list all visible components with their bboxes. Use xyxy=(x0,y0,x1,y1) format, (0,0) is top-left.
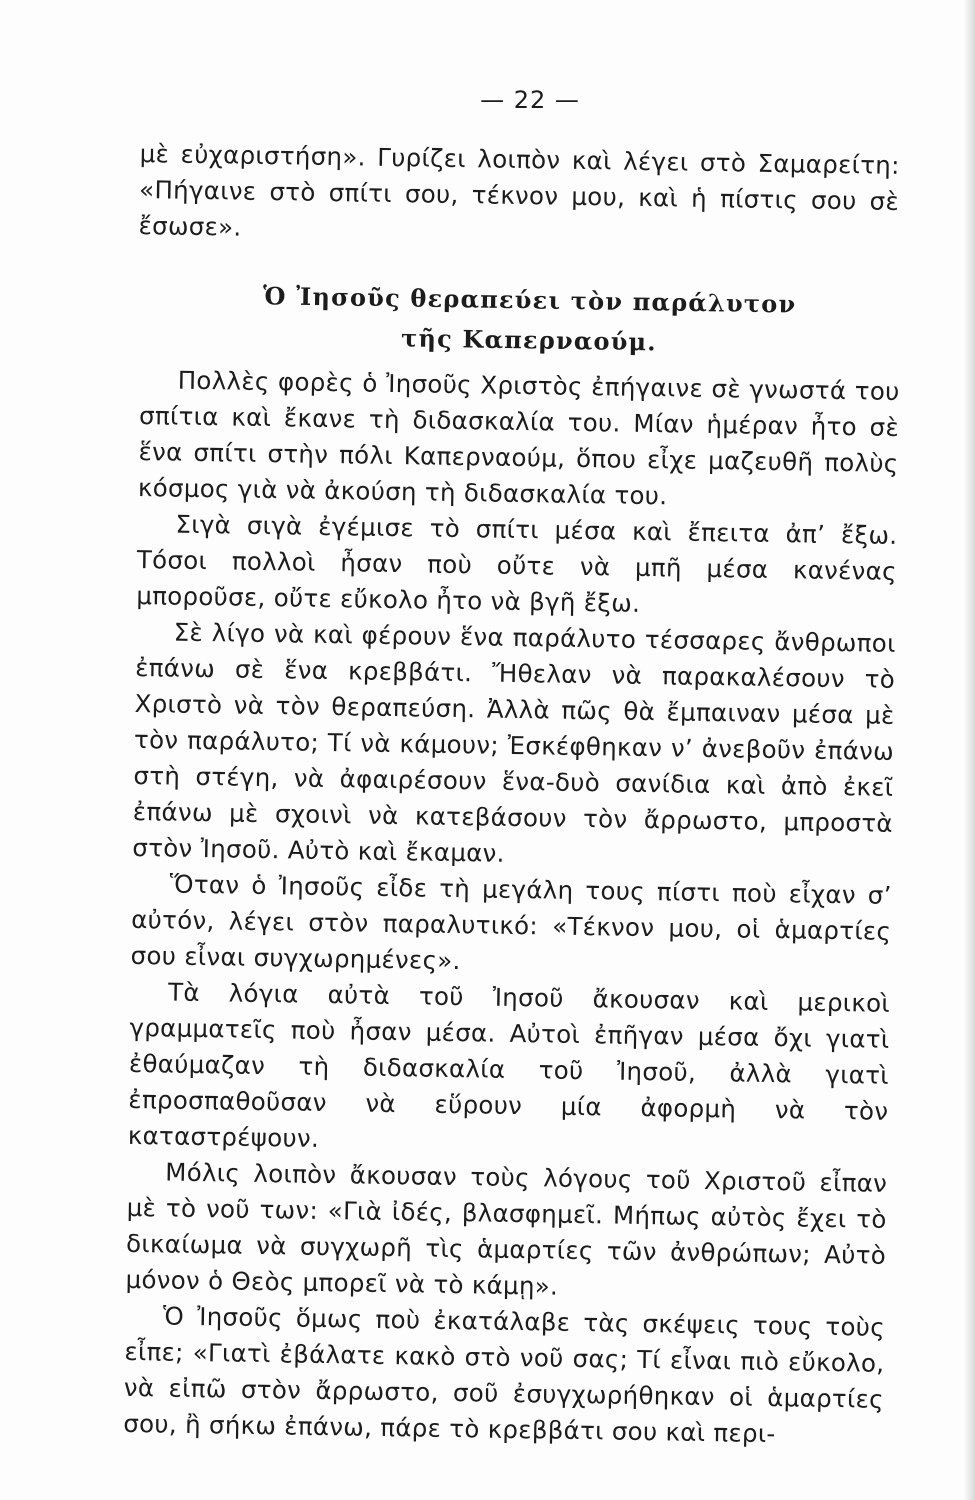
section-title-line-1: Ὁ Ἰησοῦς θεραπεύει τὸν παράλυτον xyxy=(262,281,797,319)
paragraph-3: Σὲ λίγο νὰ καὶ φέρουν ἕνα παράλυτο τέσσαρες ἄνθρωποι ἐπάνω σὲ ἕνα κρεββάτι. Ἤθελαν νὰ παρακαλέσουν τὸ Χριστὸ νὰ τὸν θεραπεύση. Ἀλλὰ πῶς θὰ ἔμπαιναν μέσα μὲ τὸν παράλυτο; Τί νὰ κάμουν; Ἐσκέφθηκαν ν’ ἀνεβοῦν ἐπάνω στὴ στέγη, νὰ ἀφαιρέσουν ἕνα-δυὸ σανίδια καὶ ἀπὸ ἐκεῖ ἐπάνω μὲ σχοινὶ νὰ κατεβάσουν τὸν ἄρρωστο, μπροστὰ στὸν Ἰησοῦ. Αὐτὸ καὶ ἔκαμαν. xyxy=(132,617,896,868)
page-edge-shadow xyxy=(963,0,975,1500)
section-title-line-2: τῆς Καπερναούμ. xyxy=(400,323,658,357)
paragraph-6: Μόλις λοιπὸν ἄκουσαν τοὺς λόγους τοῦ Χριστοῦ εἶπαν μὲ τὸ νοῦ των: «Γιὰ ἰδές, βλασφημεῖ. Μήπως αὐτὸς ἔχει τὸ δικαίωμα νὰ συγχωρῆ τὶς ἁμαρτίες τῶν ἀνθρώπων; Αὐτὸ μόνον ὁ Θεὸς μπορεῖ νὰ τὸ κάμῃ». xyxy=(125,1157,888,1301)
intro-text-block xyxy=(138,136,900,256)
paragraph-7: Ὁ Ἰησοῦς ὅμως ποὺ ἐκατάλαβε τὰς σκέψεις τους τοὺς εἶπε; «Γιατὶ ἐβάλατε κακὸ στὸ νοῦ σας; Τί εἶναι πιὸ εὔκολο, νὰ εἰπῶ στὸν ἄρρωστο, σοῦ ἐσυγχωρήθηκαν οἱ ἁμαρτίες σου, ἢ σήκω ἐπάνω, πάρε τὸ κρεββάτι σου καὶ περι- xyxy=(123,1301,886,1449)
paragraph-2: Σιγὰ σιγὰ ἐγέμισε τὸ σπίτι μέσα καὶ ἔπειτα ἀπ’ ἔξω. Τόσοι πολλοὶ ἦσαν ποὺ οὔτε νὰ μπῆ μέσα κανένας μποροῦσε, οὔτε εὔκολο ἦτο νὰ βγῆ ἔξω. xyxy=(136,509,898,618)
intro-paragraph: μὲ εὐχαριστήση». Γυρίζει λοιπὸν καὶ λέγει στὸ Σαμαρείτη: «Πήγαινε στὸ σπίτι σου, τέκνον μου, καὶ ἡ πίστις σου σὲ ἔσωσε». xyxy=(138,138,900,242)
section-title xyxy=(249,276,810,365)
paragraph-5: Τὰ λόγια αὐτὰ τοῦ Ἰησοῦ ἄκουσαν καὶ μερικοὶ γραμματεῖς ποὺ ἦσαν μέσα. Αὐτοὶ ἐπῆγαν μέσα ὄχι γιατὶ ἐθαύμαζαν τὴ διδασκαλία τοῦ Ἰησοῦ, ἀλλὰ γιατὶ ἐπροσπαθοῦσαν νὰ εὕρουν μία ἀφορμὴ νὰ τὸν καταστρέψουν. xyxy=(127,977,891,1153)
paragraph-1: Πολλὲς φορὲς ὁ Ἰησοῦς Χριστὸς ἐπήγαινε σὲ γνωστά του σπίτια καὶ ἔκανε τὴ διδασκαλία του. Μίαν ἡμέραν ἦτο σὲ ἕνα σπίτι στὴν πόλι Καπερναούμ, ὅπου εἶχε μαζευθῆ πολὺς κόσμος γιὰ νὰ ἀκούση τὴ διδασκαλία του. xyxy=(137,365,900,511)
body-text-block xyxy=(123,362,900,1454)
paragraph-4: Ὅταν ὁ Ἰησοῦς εἶδε τὴ μεγάλη τους πίστι ποὺ εἶχαν σ’ αὐτόν, λέγει στὸν παραλυτικό: «Τέκνον μου, οἱ ἁμαρτίες σου εἶναι συγχωρημένες». xyxy=(130,869,892,976)
page-number: — 22 — xyxy=(480,86,580,114)
